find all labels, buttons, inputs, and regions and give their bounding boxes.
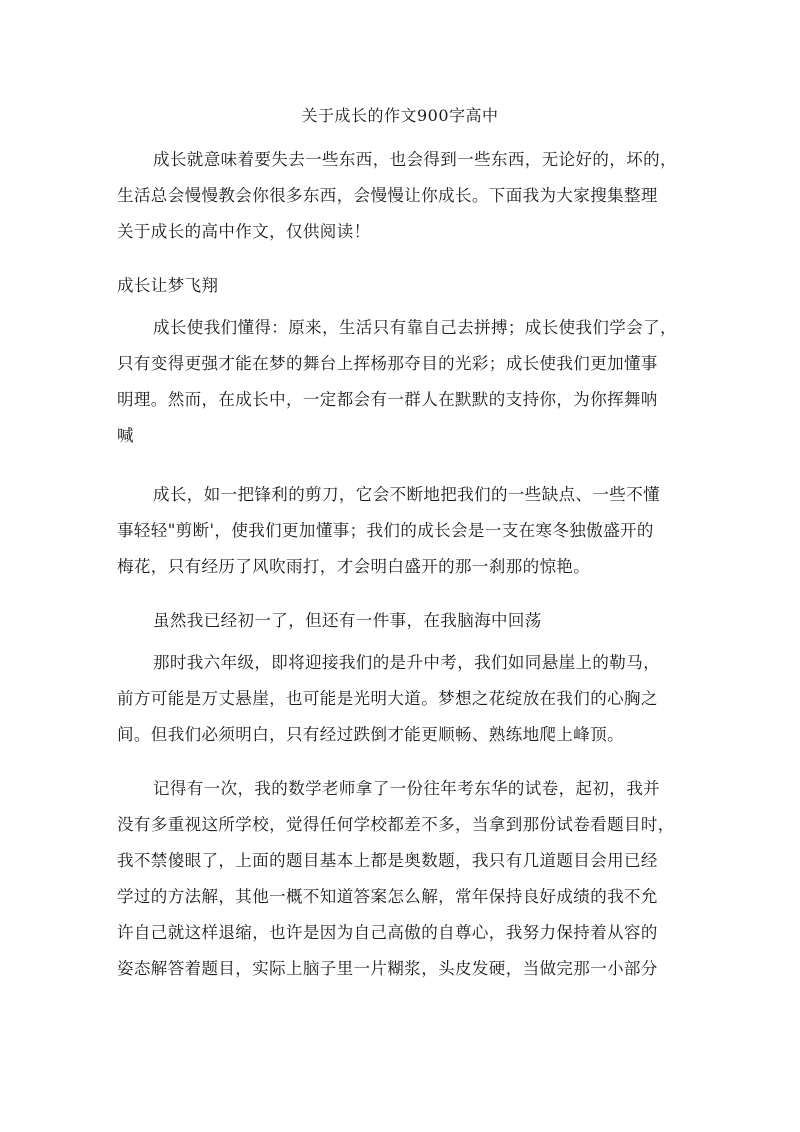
paragraph-memory [117,603,689,639]
paragraph-line: 间。但我们必须明白，只有经过跌倒才能更顺畅、熟练地爬上峰顶。 [117,725,624,744]
paragraph-line: 学过的方法解，其他一概不知道答案怎么解，常年保持良好成绩的我不允 [117,887,658,906]
paragraph-understanding [117,310,689,454]
paragraph-scissors [117,477,689,585]
paragraph-line: 梅花，只有经历了风吹雨打，才会明白盛开的那一刹那的惊艳。 [117,557,591,576]
paragraph-line: 成长就意味着要失去一些东西，也会得到一些东西，无论好的，坏的， [153,150,677,169]
paragraph-line: 喊 [117,426,134,445]
paragraph-line: 记得有一次，我的数学老师拿了一份往年考东华的试卷，起初，我并 [153,779,660,798]
paragraph-line: 我不禁傻眼了，上面的题目基本上都是奥数题，我只有几道题目会用已经 [117,851,658,870]
paragraph-line: 那时我六年级，即将迎接我们的是升中考，我们如同悬崖上的勒马， [153,653,660,672]
paragraph-line: 关于成长的高中作文，仅供阅读！ [117,222,371,241]
paragraph-line: 只有变得更强才能在梦的舞台上挥杨那夺目的光彩；成长使我们更加懂事 [117,354,658,373]
paragraph-line: 成长，如一把锋利的剪刀，它会不断地把我们的一些缺点、一些不懂 [153,485,660,504]
paragraph-line: 生活总会慢慢教会你很多东西，会慢慢让你成长。下面我为大家搜集整理 [117,186,658,205]
paragraph-line: 成长使我们懂得：原来，生活只有靠自己去拼搏；成长使我们学会了， [153,318,677,337]
paragraph-intro [117,142,689,250]
paragraph-line: 姿态解答着题目，实际上脑子里一片糊浆，头皮发硬，当做完那一小部分 [117,959,658,978]
section-heading [117,268,689,304]
paragraph-sixth-grade [117,645,689,753]
paragraph-line: 前方可能是万丈悬崖，也可能是光明大道。梦想之花绽放在我们的心胸之 [117,689,658,708]
document-title: 关于成长的作文900字高中 [301,106,499,125]
paragraph-line: 没有多重视这所学校，觉得任何学校都差不多，当拿到那份试卷看题目时， [117,815,675,834]
paragraph-line: 事轻轻"剪断'，使我们更加懂事；我们的成长会是一支在寒冬独傲盛开的 [117,521,654,540]
paragraph-exam [117,771,689,987]
section-heading-text: 成长让梦飞翔 [117,276,219,295]
paragraph-line: 许自己就这样退缩，也许是因为自己高傲的自尊心，我努力保持着从容的 [117,923,658,942]
paragraph-line: 虽然我已经初一了，但还有一件事，在我脑海中回荡 [153,611,542,630]
paragraph-line: 明理。然而，在成长中，一定都会有一群人在默默的支持你，为你挥舞呐 [117,390,658,409]
